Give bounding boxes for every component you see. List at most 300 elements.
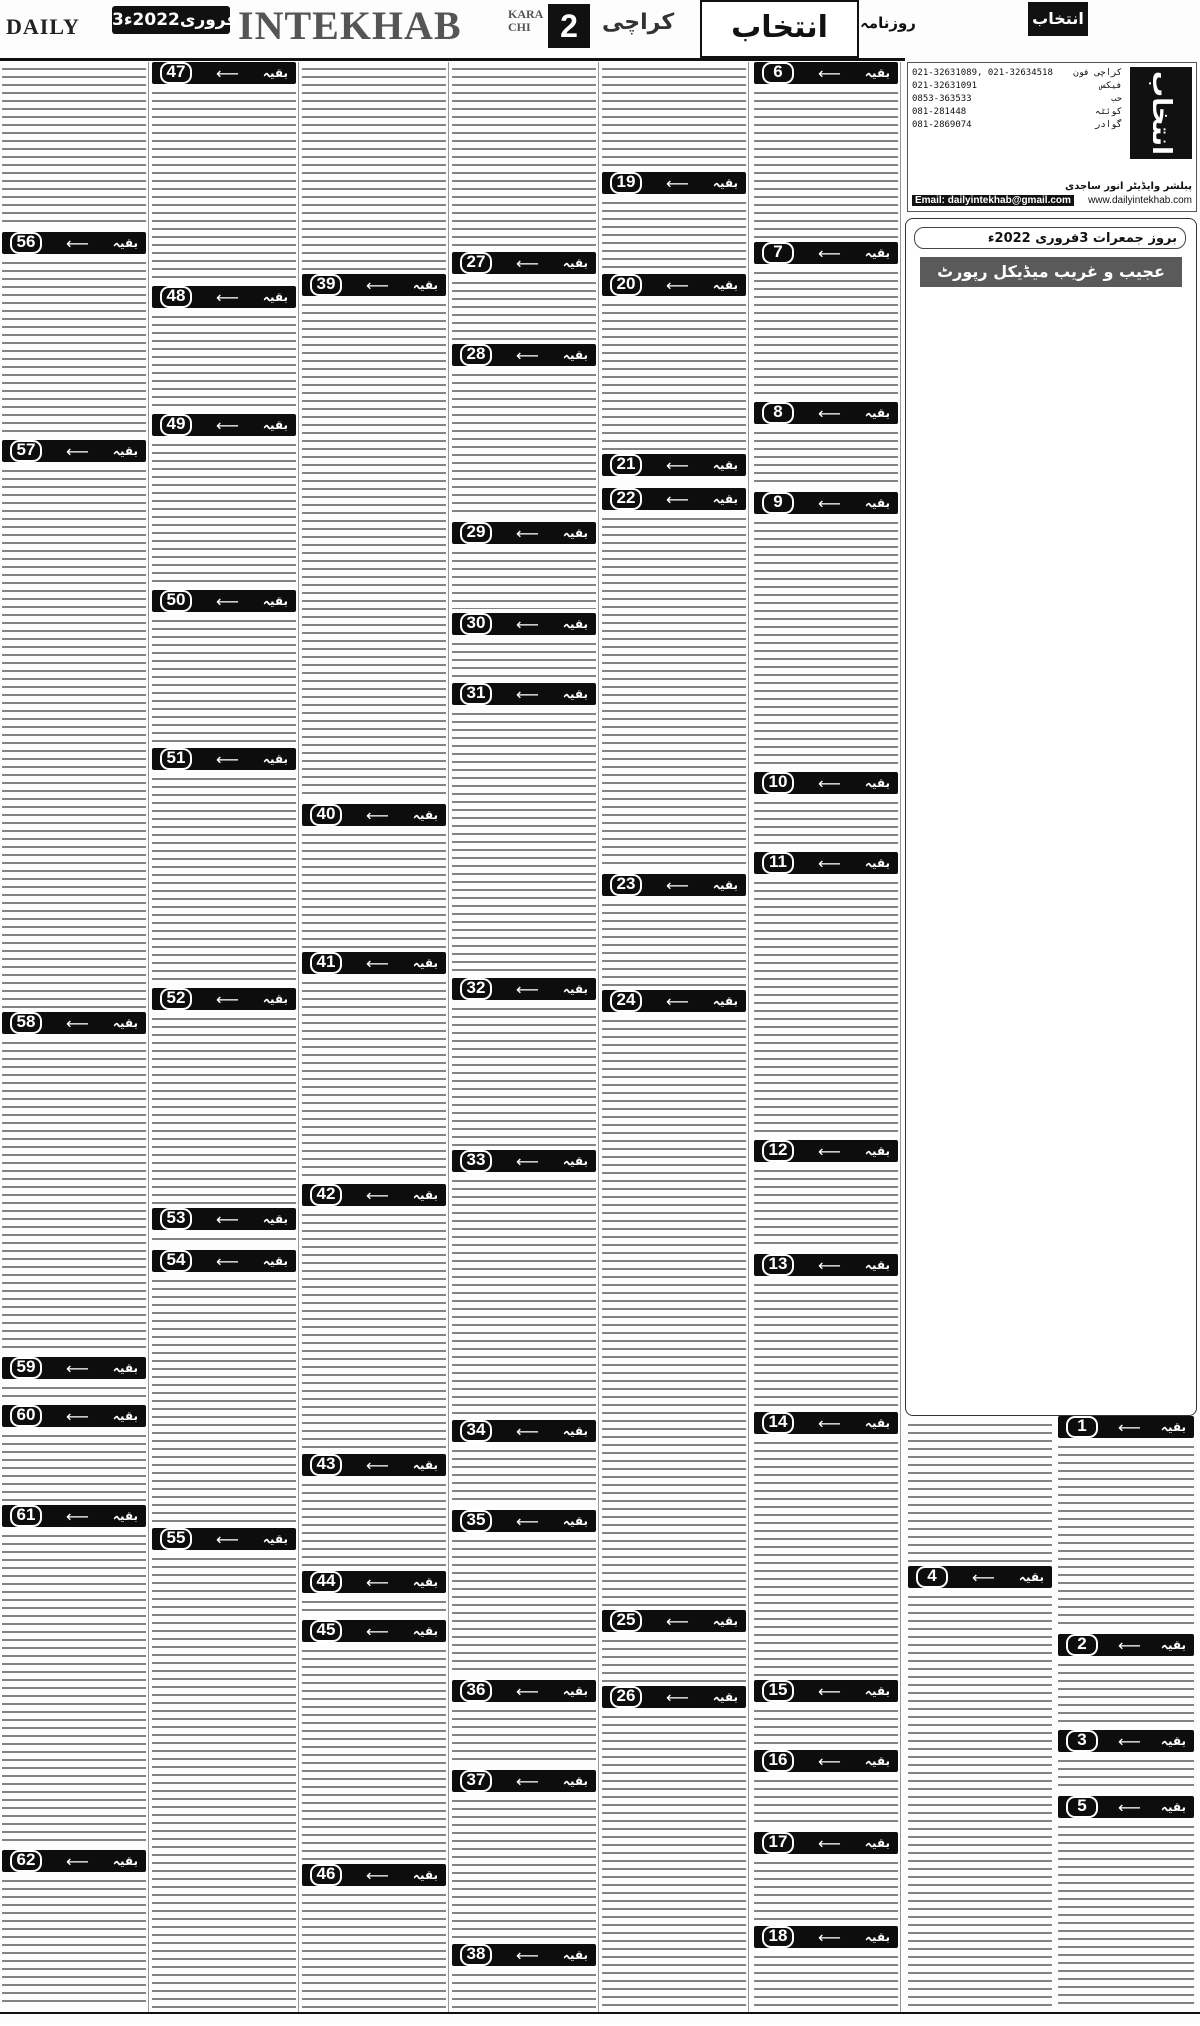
article-text-block bbox=[2, 1531, 146, 1846]
continuation-marker-21 bbox=[602, 454, 746, 476]
arrow-left-icon: ⟵ bbox=[515, 1511, 539, 1531]
article-text-block bbox=[452, 1796, 596, 1940]
phone-value: 081-2869074 bbox=[912, 120, 972, 130]
phone-row bbox=[912, 106, 1122, 119]
continuation-label: بقیہ bbox=[262, 290, 288, 304]
article-text-block bbox=[1058, 1660, 1194, 1726]
article-text-block bbox=[152, 616, 296, 744]
arrow-left-icon: ⟵ bbox=[65, 233, 89, 253]
continuation-number: 43 bbox=[310, 1454, 342, 1476]
continuation-marker-43 bbox=[302, 1454, 446, 1476]
continuation-label: بقیہ bbox=[712, 878, 738, 892]
arrow-left-icon: ⟵ bbox=[365, 1572, 389, 1592]
article-text-block bbox=[754, 1166, 898, 1250]
masthead-date: 3فروری2022ء bbox=[112, 6, 230, 34]
continuation-number: 5 bbox=[1066, 1796, 1098, 1818]
arrow-left-icon: ⟵ bbox=[665, 875, 689, 895]
masthead-brand: INTEKHAB bbox=[238, 3, 462, 48]
continuation-number: 49 bbox=[160, 414, 192, 436]
continuation-number: 54 bbox=[160, 1250, 192, 1272]
continuation-label: بقیہ bbox=[864, 776, 890, 790]
continuation-label: بقیہ bbox=[412, 956, 438, 970]
arrow-left-icon: ⟵ bbox=[365, 1621, 389, 1641]
contact-header-box bbox=[907, 62, 1197, 212]
phone-list bbox=[912, 67, 1122, 132]
continuation-label: بقیہ bbox=[864, 1754, 890, 1768]
continuation-marker-61 bbox=[2, 1505, 146, 1527]
arrow-left-icon: ⟵ bbox=[65, 1506, 89, 1526]
masthead-city-en-1: KARA bbox=[508, 7, 544, 21]
masthead bbox=[0, 0, 916, 61]
arrow-left-icon: ⟵ bbox=[1117, 1635, 1141, 1655]
continuation-number: 12 bbox=[762, 1140, 794, 1162]
arrow-left-icon: ⟵ bbox=[817, 853, 841, 873]
arrow-left-icon: ⟵ bbox=[817, 1751, 841, 1771]
arrow-left-icon: ⟵ bbox=[665, 455, 689, 475]
continuation-number: 55 bbox=[160, 1528, 192, 1550]
arrow-left-icon: ⟵ bbox=[515, 253, 539, 273]
arrow-left-icon: ⟵ bbox=[65, 1013, 89, 1033]
continuation-number: 47 bbox=[160, 62, 192, 84]
arrow-left-icon: ⟵ bbox=[215, 1529, 239, 1549]
continuation-label: بقیہ bbox=[412, 1624, 438, 1638]
continuation-label: بقیہ bbox=[562, 982, 588, 996]
continuation-label: بقیہ bbox=[112, 1509, 138, 1523]
continuation-marker-26 bbox=[602, 1686, 746, 1708]
phone-row bbox=[912, 93, 1122, 106]
continuation-label: بقیہ bbox=[412, 1188, 438, 1202]
continuation-label: بقیہ bbox=[112, 444, 138, 458]
continuation-marker-31 bbox=[452, 683, 596, 705]
continuation-number: 28 bbox=[460, 344, 492, 366]
article-text-block bbox=[452, 64, 596, 248]
continuation-marker-50 bbox=[152, 590, 296, 612]
arrow-left-icon: ⟵ bbox=[515, 684, 539, 704]
arrow-left-icon: ⟵ bbox=[215, 287, 239, 307]
arrow-left-icon: ⟵ bbox=[65, 1358, 89, 1378]
continuation-marker-58 bbox=[2, 1012, 146, 1034]
article-text-block bbox=[754, 1858, 898, 1922]
article-text-block bbox=[602, 64, 746, 168]
continuation-marker-16 bbox=[754, 1750, 898, 1772]
continuation-number: 29 bbox=[460, 522, 492, 544]
article-text-block bbox=[754, 1776, 898, 1828]
continuation-label: بقیہ bbox=[712, 176, 738, 190]
continuation-number: 35 bbox=[460, 1510, 492, 1532]
continuation-label: بقیہ bbox=[262, 66, 288, 80]
continuation-marker-8 bbox=[754, 402, 898, 424]
article-text-block bbox=[602, 1636, 746, 1682]
article-text-block bbox=[452, 1970, 596, 2008]
arrow-left-icon: ⟵ bbox=[215, 1209, 239, 1229]
continuation-label: بقیہ bbox=[112, 236, 138, 250]
continuation-marker-25 bbox=[602, 1610, 746, 1632]
continuation-label: بقیہ bbox=[712, 492, 738, 506]
contact-line bbox=[912, 195, 1192, 206]
article-text-block bbox=[602, 900, 746, 986]
phone-row bbox=[912, 119, 1122, 132]
continuation-number: 41 bbox=[310, 952, 342, 974]
arrow-left-icon: ⟵ bbox=[817, 1141, 841, 1161]
continuation-number: 3 bbox=[1066, 1730, 1098, 1752]
website-link[interactable]: www.dailyintekhab.com bbox=[1088, 195, 1192, 206]
phone-label: کوئٹہ bbox=[1095, 107, 1122, 117]
continuation-number: 32 bbox=[460, 978, 492, 1000]
phone-label: حب bbox=[1111, 94, 1122, 104]
continuation-label: بقیہ bbox=[864, 66, 890, 80]
continuation-number: 62 bbox=[10, 1850, 42, 1872]
continuation-marker-6 bbox=[754, 62, 898, 84]
continuation-marker-28 bbox=[452, 344, 596, 366]
article-text-block bbox=[754, 798, 898, 848]
continuation-marker-9 bbox=[754, 492, 898, 514]
arrow-left-icon: ⟵ bbox=[365, 805, 389, 825]
continuation-label: بقیہ bbox=[562, 256, 588, 270]
continuation-marker-32 bbox=[452, 978, 596, 1000]
continuation-label: بقیہ bbox=[712, 458, 738, 472]
continuation-marker-5 bbox=[1058, 1796, 1194, 1818]
continuation-number: 40 bbox=[310, 804, 342, 826]
publisher-line: پبلشر وایڈیٹر انور ساجدی bbox=[1065, 181, 1192, 192]
article-text-block bbox=[452, 709, 596, 974]
continuation-marker-56 bbox=[2, 232, 146, 254]
article-text-block bbox=[452, 278, 596, 340]
arrow-left-icon: ⟵ bbox=[817, 1681, 841, 1701]
article-text-block bbox=[602, 300, 746, 450]
continuation-marker-44 bbox=[302, 1571, 446, 1593]
editorial-title: عجیب و غریب میڈیکل رپورٹ bbox=[920, 257, 1182, 287]
arrow-left-icon: ⟵ bbox=[665, 173, 689, 193]
continuation-label: بقیہ bbox=[562, 526, 588, 540]
continuation-label: بقیہ bbox=[412, 1458, 438, 1472]
continuation-number: 38 bbox=[460, 1944, 492, 1966]
article-text-block bbox=[754, 88, 898, 238]
continuation-number: 30 bbox=[460, 613, 492, 635]
masthead-city-en bbox=[508, 8, 543, 34]
continuation-label: بقیہ bbox=[262, 594, 288, 608]
continuation-marker-59 bbox=[2, 1357, 146, 1379]
arrow-left-icon: ⟵ bbox=[215, 1251, 239, 1271]
continuation-label: بقیہ bbox=[112, 1409, 138, 1423]
article-text-block bbox=[754, 878, 898, 1136]
article-text-block bbox=[2, 1038, 146, 1353]
continuation-number: 51 bbox=[160, 748, 192, 770]
continuation-marker-2 bbox=[1058, 1634, 1194, 1656]
continuation-number: 44 bbox=[310, 1571, 342, 1593]
phone-value: 021-32631089, 021-32634518 bbox=[912, 68, 1053, 78]
continuation-label: بقیہ bbox=[864, 856, 890, 870]
continuation-marker-14 bbox=[754, 1412, 898, 1434]
arrow-left-icon: ⟵ bbox=[515, 979, 539, 999]
continuation-marker-17 bbox=[754, 1832, 898, 1854]
article-text-block bbox=[602, 514, 746, 870]
email-link[interactable]: Email: dailyintekhab@gmail.com bbox=[912, 195, 1074, 206]
arrow-left-icon: ⟵ bbox=[365, 275, 389, 295]
arrow-left-icon: ⟵ bbox=[365, 1455, 389, 1475]
continuation-label: بقیہ bbox=[712, 994, 738, 1008]
continuation-label: بقیہ bbox=[262, 752, 288, 766]
continuation-label: بقیہ bbox=[864, 1930, 890, 1944]
article-text-block bbox=[602, 1712, 746, 2008]
arrow-left-icon: ⟵ bbox=[365, 953, 389, 973]
continuation-label: بقیہ bbox=[262, 1254, 288, 1268]
continuation-label: بقیہ bbox=[562, 687, 588, 701]
article-text-block bbox=[152, 88, 296, 282]
arrow-left-icon: ⟵ bbox=[817, 493, 841, 513]
continuation-marker-20 bbox=[602, 274, 746, 296]
article-text-block bbox=[754, 428, 898, 488]
phone-value: 0853-363533 bbox=[912, 94, 972, 104]
continuation-number: 18 bbox=[762, 1926, 794, 1948]
continuation-marker-18 bbox=[754, 1926, 898, 1948]
arrow-left-icon: ⟵ bbox=[971, 1567, 995, 1587]
article-text-block bbox=[452, 1536, 596, 1676]
continuation-number: 39 bbox=[310, 274, 342, 296]
continuation-marker-46 bbox=[302, 1864, 446, 1886]
continuation-number: 4 bbox=[916, 1566, 948, 1588]
arrow-left-icon: ⟵ bbox=[215, 989, 239, 1009]
continuation-marker-34 bbox=[452, 1420, 596, 1442]
continuation-number: 24 bbox=[610, 990, 642, 1012]
continuation-marker-24 bbox=[602, 990, 746, 1012]
phone-value: 081-281448 bbox=[912, 107, 967, 117]
continuation-number: 48 bbox=[160, 286, 192, 308]
continuation-number: 50 bbox=[160, 590, 192, 612]
arrow-left-icon: ⟵ bbox=[515, 1681, 539, 1701]
continuation-number: 10 bbox=[762, 772, 794, 794]
article-text-block bbox=[602, 480, 746, 484]
continuation-marker-60 bbox=[2, 1405, 146, 1427]
article-text-block bbox=[302, 830, 446, 948]
continuation-label: بقیہ bbox=[112, 1854, 138, 1868]
article-text-block bbox=[152, 312, 296, 410]
arrow-left-icon: ⟵ bbox=[215, 591, 239, 611]
arrow-left-icon: ⟵ bbox=[215, 749, 239, 769]
phone-value: 021-32631091 bbox=[912, 81, 978, 91]
arrow-left-icon: ⟵ bbox=[515, 1771, 539, 1791]
masthead-logo-ur: انتخاب bbox=[700, 0, 859, 58]
phone-row bbox=[912, 80, 1122, 93]
continuation-number: 58 bbox=[10, 1012, 42, 1034]
continuation-label: بقیہ bbox=[562, 1684, 588, 1698]
arrow-left-icon: ⟵ bbox=[665, 1611, 689, 1631]
masthead-daily: DAILY bbox=[6, 14, 80, 39]
continuation-label: بقیہ bbox=[1160, 1734, 1186, 1748]
continuation-number: 23 bbox=[610, 874, 642, 896]
continuation-number: 7 bbox=[762, 242, 794, 264]
continuation-number: 14 bbox=[762, 1412, 794, 1434]
continuation-number: 15 bbox=[762, 1680, 794, 1702]
continuation-label: بقیہ bbox=[562, 1424, 588, 1438]
phone-label: فیکس bbox=[1100, 81, 1122, 91]
article-text-block bbox=[2, 258, 146, 436]
arrow-left-icon: ⟵ bbox=[515, 523, 539, 543]
article-text-block bbox=[2, 1876, 146, 2008]
continuation-label: بقیہ bbox=[864, 1144, 890, 1158]
continuation-marker-3 bbox=[1058, 1730, 1194, 1752]
continuation-marker-19 bbox=[602, 172, 746, 194]
article-text-block bbox=[302, 1890, 446, 2008]
article-text-block bbox=[302, 1480, 446, 1567]
continuation-label: بقیہ bbox=[864, 1416, 890, 1430]
continuation-marker-54 bbox=[152, 1250, 296, 1272]
continuation-marker-12 bbox=[754, 1140, 898, 1162]
arrow-left-icon: ⟵ bbox=[215, 415, 239, 435]
continuation-number: 20 bbox=[610, 274, 642, 296]
continuation-number: 6 bbox=[762, 62, 794, 84]
continuation-number: 22 bbox=[610, 488, 642, 510]
continuation-marker-42 bbox=[302, 1184, 446, 1206]
continuation-label: بقیہ bbox=[412, 1868, 438, 1882]
article-text-block bbox=[452, 1176, 596, 1416]
article-text-block bbox=[452, 1446, 596, 1506]
arrow-left-icon: ⟵ bbox=[665, 489, 689, 509]
article-text-block bbox=[2, 1431, 146, 1501]
continuation-label: بقیہ bbox=[262, 418, 288, 432]
continuation-label: بقیہ bbox=[112, 1361, 138, 1375]
continuation-number: 11 bbox=[762, 852, 794, 874]
article-text-block bbox=[602, 1016, 746, 1606]
continuation-label: بقیہ bbox=[864, 1836, 890, 1850]
continuation-number: 36 bbox=[460, 1680, 492, 1702]
arrow-left-icon: ⟵ bbox=[365, 1185, 389, 1205]
editorial-date: بروز جمعرات 3فروری 2022ء bbox=[914, 227, 1186, 249]
article-text-block bbox=[302, 978, 446, 1180]
arrow-left-icon: ⟵ bbox=[515, 1945, 539, 1965]
continuation-marker-49 bbox=[152, 414, 296, 436]
continuation-number: 37 bbox=[460, 1770, 492, 1792]
continuation-marker-39 bbox=[302, 274, 446, 296]
continuation-number: 45 bbox=[310, 1620, 342, 1642]
arrow-left-icon: ⟵ bbox=[817, 63, 841, 83]
article-text-block bbox=[754, 268, 898, 398]
article-text-block bbox=[754, 518, 898, 768]
article-text-block bbox=[302, 1210, 446, 1450]
article-text-block bbox=[152, 440, 296, 586]
arrow-left-icon: ⟵ bbox=[1117, 1797, 1141, 1817]
arrow-left-icon: ⟵ bbox=[665, 1687, 689, 1707]
continuation-label: بقیہ bbox=[262, 992, 288, 1006]
arrow-left-icon: ⟵ bbox=[365, 1865, 389, 1885]
article-text-block bbox=[754, 1280, 898, 1408]
arrow-left-icon: ⟵ bbox=[65, 1851, 89, 1871]
continuation-marker-57 bbox=[2, 440, 146, 462]
article-text-block bbox=[152, 1014, 296, 1204]
continuation-marker-13 bbox=[754, 1254, 898, 1276]
continuation-label: بقیہ bbox=[864, 406, 890, 420]
article-text-block bbox=[452, 370, 596, 518]
continuation-marker-48 bbox=[152, 286, 296, 308]
continuation-marker-45 bbox=[302, 1620, 446, 1642]
arrow-left-icon: ⟵ bbox=[817, 773, 841, 793]
continuation-marker-35 bbox=[452, 1510, 596, 1532]
phone-label: کراچی فون bbox=[1073, 68, 1122, 78]
continuation-label: بقیہ bbox=[712, 1690, 738, 1704]
continuation-label: بقیہ bbox=[262, 1212, 288, 1226]
continuation-number: 33 bbox=[460, 1150, 492, 1172]
continuation-marker-4 bbox=[908, 1566, 1052, 1588]
arrow-left-icon: ⟵ bbox=[515, 1151, 539, 1171]
continuation-marker-15 bbox=[754, 1680, 898, 1702]
article-text-block bbox=[754, 1952, 898, 2008]
continuation-number: 27 bbox=[460, 252, 492, 274]
article-text-block bbox=[152, 1554, 296, 2008]
article-text-block bbox=[908, 1420, 1052, 1562]
continuation-marker-23 bbox=[602, 874, 746, 896]
continuation-label: بقیہ bbox=[412, 278, 438, 292]
article-text-block bbox=[452, 1004, 596, 1146]
phone-label: گوادر bbox=[1094, 120, 1122, 130]
arrow-left-icon: ⟵ bbox=[665, 991, 689, 1011]
continuation-marker-22 bbox=[602, 488, 746, 510]
article-text-block bbox=[754, 1706, 898, 1746]
continuation-marker-47 bbox=[152, 62, 296, 84]
article-text-block bbox=[1058, 1756, 1194, 1792]
arrow-left-icon: ⟵ bbox=[1117, 1417, 1141, 1437]
continuation-label: بقیہ bbox=[864, 1258, 890, 1272]
continuation-number: 60 bbox=[10, 1405, 42, 1427]
article-text-block bbox=[1058, 1822, 1194, 2008]
continuation-number: 13 bbox=[762, 1254, 794, 1276]
continuation-label: بقیہ bbox=[562, 617, 588, 631]
continuation-marker-36 bbox=[452, 1680, 596, 1702]
continuation-label: بقیہ bbox=[864, 496, 890, 510]
continuation-marker-37 bbox=[452, 1770, 596, 1792]
continuation-label: بقیہ bbox=[864, 246, 890, 260]
article-text-block bbox=[908, 1592, 1052, 2008]
continuation-number: 1 bbox=[1066, 1416, 1098, 1438]
continuation-label: بقیہ bbox=[1160, 1420, 1186, 1434]
continuation-label: بقیہ bbox=[562, 1154, 588, 1168]
arrow-left-icon: ⟵ bbox=[817, 243, 841, 263]
continuation-number: 34 bbox=[460, 1420, 492, 1442]
continuation-marker-33 bbox=[452, 1150, 596, 1172]
continuation-label: بقیہ bbox=[262, 1532, 288, 1546]
continuation-label: بقیہ bbox=[562, 348, 588, 362]
continuation-number: 21 bbox=[610, 454, 642, 476]
article-text-block bbox=[152, 1234, 296, 1246]
continuation-number: 59 bbox=[10, 1357, 42, 1379]
masthead-city-en-2: CHI bbox=[508, 20, 531, 34]
article-text-block bbox=[2, 1383, 146, 1401]
article-text-block bbox=[302, 64, 446, 270]
continuation-label: بقیہ bbox=[1018, 1570, 1044, 1584]
article-text-block bbox=[302, 300, 446, 800]
continuation-marker-1 bbox=[1058, 1416, 1194, 1438]
continuation-marker-11 bbox=[754, 852, 898, 874]
editorial-box bbox=[905, 218, 1197, 1416]
arrow-left-icon: ⟵ bbox=[817, 1833, 841, 1853]
continuation-number: 26 bbox=[610, 1686, 642, 1708]
continuation-number: 31 bbox=[460, 683, 492, 705]
masthead-city-ur: کراچی bbox=[602, 10, 675, 35]
continuation-number: 19 bbox=[610, 172, 642, 194]
arrow-left-icon: ⟵ bbox=[1117, 1731, 1141, 1751]
continuation-number: 53 bbox=[160, 1208, 192, 1230]
arrow-left-icon: ⟵ bbox=[515, 1421, 539, 1441]
continuation-marker-7 bbox=[754, 242, 898, 264]
article-text-block bbox=[2, 466, 146, 1008]
arrow-left-icon: ⟵ bbox=[817, 403, 841, 423]
side-logo: انتخاب bbox=[1130, 67, 1192, 159]
article-text-block bbox=[2, 64, 146, 228]
continuation-number: 8 bbox=[762, 402, 794, 424]
arrow-left-icon: ⟵ bbox=[515, 345, 539, 365]
continuation-marker-10 bbox=[754, 772, 898, 794]
continuation-number: 61 bbox=[10, 1505, 42, 1527]
phone-row bbox=[912, 67, 1122, 80]
continuation-marker-53 bbox=[152, 1208, 296, 1230]
